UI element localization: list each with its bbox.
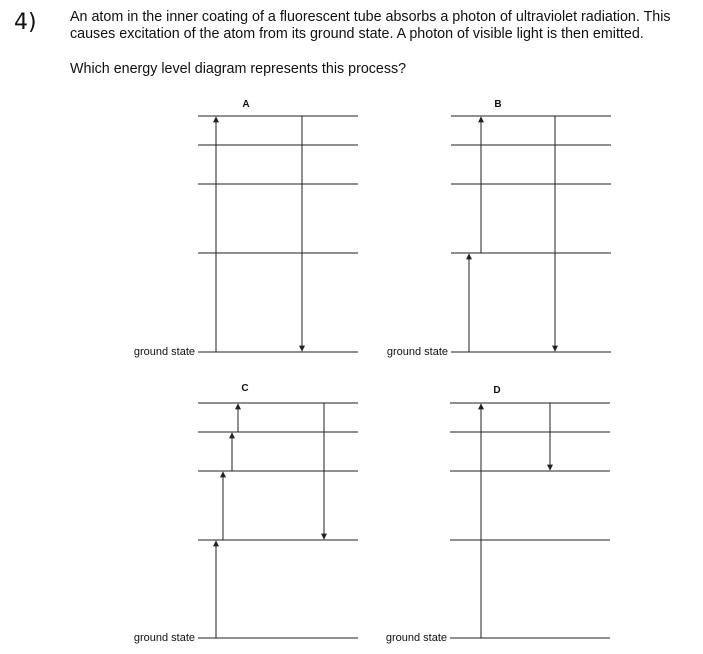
ground-state-label: ground state [133,346,195,358]
ground-state-label: ground state [386,346,448,358]
question-line-2: causes excitation of the atom from its ground state. A photon of visible light is then emitted. [70,26,644,42]
diagram-a-label: A [242,99,250,110]
question-line-1: An atom in the inner coating of a fluorescent tube absorbs a photon of ultraviolet radiation. This [70,9,671,25]
question-prompt: Which energy level diagram represents this process? [70,61,407,77]
question-number: 4) [14,10,37,35]
diagram-c[interactable] [134,383,358,644]
ground-state-label: ground state [385,632,447,644]
diagram-d[interactable] [386,385,610,644]
diagram-d-label: D [493,385,501,396]
diagram-b-label: B [494,99,502,110]
diagram-a[interactable] [134,99,358,358]
diagram-c-label: C [241,383,249,394]
diagram-b[interactable] [387,99,611,358]
ground-state-label: ground state [133,632,195,644]
